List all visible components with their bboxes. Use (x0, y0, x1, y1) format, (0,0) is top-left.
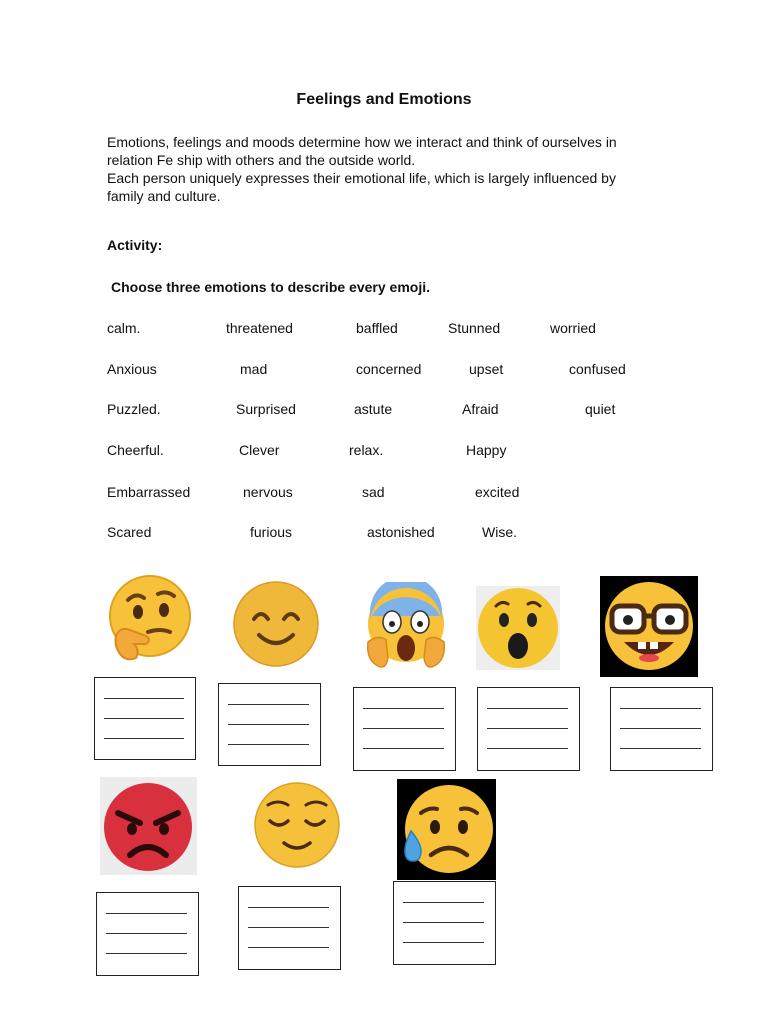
nerd-face-icon (600, 576, 698, 677)
intro-line: Each person uniquely expresses their emotional life, which is largely influenced by (107, 170, 616, 186)
emotion-word: Afraid (462, 401, 499, 417)
emotion-word: sad (362, 484, 385, 500)
answer-box[interactable] (218, 683, 321, 766)
intro-paragraph (107, 133, 687, 205)
sad-sweat-face-icon (397, 779, 496, 880)
emotion-word: calm. (107, 320, 141, 336)
emotion-word: concerned (356, 361, 422, 377)
emotion-word: astute (354, 401, 393, 417)
angry-face-icon (100, 777, 197, 875)
emotion-word: furious (250, 524, 293, 540)
emotion-word: Surprised (236, 401, 296, 417)
smiling-face-icon (231, 581, 321, 667)
emotion-word: Cheerful. (107, 442, 164, 458)
emotion-word: Wise. (482, 524, 517, 540)
intro-line: relation Fe ship with others and the outside world. (107, 152, 416, 168)
emotion-word: nervous (243, 484, 293, 500)
thinking-face-icon (106, 574, 192, 664)
answer-box[interactable] (238, 886, 341, 970)
answer-box[interactable] (610, 687, 713, 771)
emotion-word: confused (569, 361, 626, 377)
answer-box[interactable] (96, 892, 199, 976)
intro-line: Emotions, feelings and moods determine how we interact and think of ourselves in (107, 134, 617, 150)
instruction: Choose three emotions to describe every emoji. (111, 279, 430, 295)
emotion-word: quiet (585, 401, 616, 417)
screaming-face-icon (364, 582, 448, 672)
answer-box[interactable] (353, 687, 456, 771)
relieved-face-icon (252, 779, 342, 871)
emotion-word: astonished (367, 524, 435, 540)
emotion-word: Scared (107, 524, 152, 540)
emotion-word: Embarrassed (107, 484, 191, 500)
emotion-word: Anxious (107, 361, 157, 377)
emotion-word: baffled (356, 320, 398, 336)
emotion-word: upset (469, 361, 504, 377)
surprised-face-icon (476, 586, 560, 670)
activity-label: Activity: (107, 237, 163, 253)
emotion-word: excited (475, 484, 520, 500)
emotion-word: mad (240, 361, 268, 377)
answer-box[interactable] (477, 687, 580, 771)
intro-line: family and culture. (107, 188, 221, 204)
emotion-word: relax. (349, 442, 384, 458)
emotion-word: Clever (239, 442, 280, 458)
emotion-word: Stunned (448, 320, 501, 336)
answer-box[interactable] (94, 677, 196, 760)
emotion-word: Puzzled. (107, 401, 161, 417)
answer-box[interactable] (393, 881, 496, 965)
page-title: Feelings and Emotions (296, 91, 472, 108)
emotion-word: Happy (466, 442, 507, 458)
emotion-word: worried (550, 320, 596, 336)
emotion-word: threatened (226, 320, 293, 336)
